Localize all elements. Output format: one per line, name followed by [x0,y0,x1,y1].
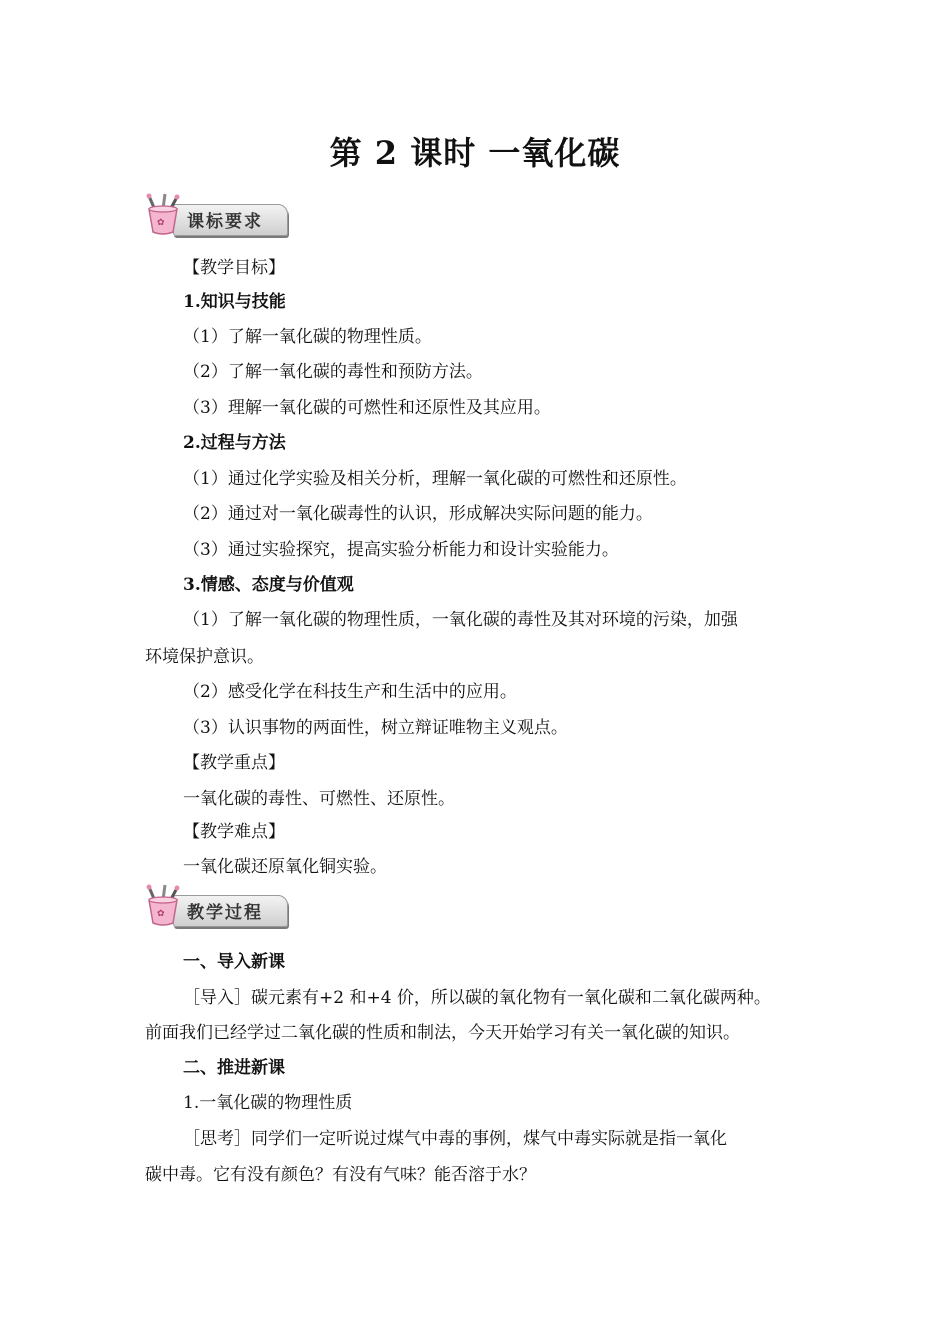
svg-text:✿: ✿ [157,909,165,919]
goals-s3-item: （3）认识事物的两面性，树立辩证唯物主义观点。 [183,718,568,738]
goals-s3-item-cont: 环境保护意识。 [145,647,264,667]
keypoint-heading: 【教学重点】 [183,753,285,773]
difficulty-heading: 【教学难点】 [183,822,285,842]
goals-s2-title: 2.过程与方法 [183,433,286,453]
badge-label: 课标要求 [187,212,263,232]
keypoint-text: 一氧化碳的毒性、可燃性、还原性。 [183,789,455,809]
goals-s1-item: （3）理解一氧化碳的可燃性和还原性及其应用。 [183,398,551,418]
new-lesson-title: 二、推进新课 [183,1058,285,1078]
goals-s3-item: （1）了解一氧化碳的物理性质，一氧化碳的毒性及其对环境的污染，加强 [183,610,738,630]
page-title: 第 2 课时 一氧化碳 [329,134,621,172]
difficulty-text: 一氧化碳还原氧化铜实验。 [183,857,387,877]
badge-label: 教学过程 [187,903,263,923]
section-badge-standards [143,192,288,238]
subsection-title: 1.一氧化碳的物理性质 [183,1093,353,1113]
pencil-cup-icon [143,192,189,238]
pencil-cup-icon [143,883,189,929]
intro-paragraph-line: ［导入］碳元素有+2 和+4 价，所以碳的氧化物有一氧化碳和二氧化碳两种。 [183,988,771,1008]
goals-s2-item: （3）通过实验探究，提高实验分析能力和设计实验能力。 [183,540,619,560]
goals-s2-item: （2）通过对一氧化碳毒性的认识，形成解决实际问题的能力。 [183,504,653,524]
think-paragraph-line: 碳中毒。它有没有颜色？有没有气味？能否溶于水？ [145,1165,536,1185]
goals-s1-item: （2）了解一氧化碳的毒性和预防方法。 [183,362,483,382]
svg-text:✿: ✿ [157,218,165,228]
goals-s3-title: 3.情感、态度与价值观 [183,575,354,595]
goals-s3-item: （2）感受化学在科技生产和生活中的应用。 [183,682,517,702]
intro-title: 一、导入新课 [183,952,285,972]
section-badge-process [143,883,288,929]
goals-s1-title: 1.知识与技能 [183,292,286,312]
goals-s2-item: （1）通过化学实验及相关分析，理解一氧化碳的可燃性和还原性。 [183,469,687,489]
think-paragraph-line: ［思考］同学们一定听说过煤气中毒的事例，煤气中毒实际就是指一氧化 [183,1129,727,1149]
intro-paragraph-line: 前面我们已经学过二氧化碳的性质和制法，今天开始学习有关一氧化碳的知识。 [145,1023,740,1043]
goals-heading: 【教学目标】 [183,258,285,278]
goals-s1-item: （1）了解一氧化碳的物理性质。 [183,327,432,347]
